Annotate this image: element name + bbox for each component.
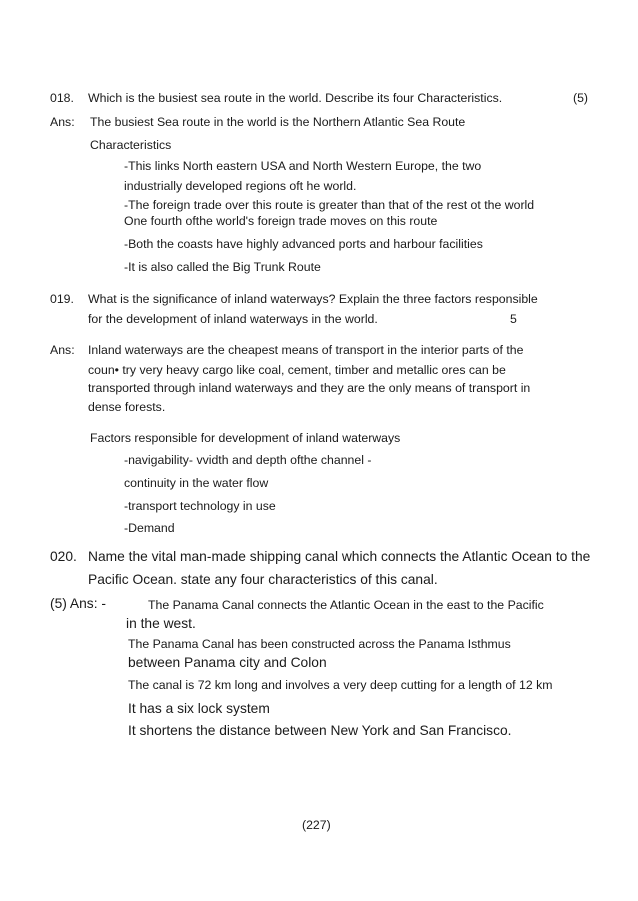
q20-point: It shortens the distance between New York and San Francisco. [128,723,512,738]
q20-point: It has a six lock system [128,701,270,716]
q18-point: -Both the coasts have highly advanced ports and harbour facilities [124,237,483,251]
q19-ans-label: Ans: [50,343,75,357]
q19-factor: -navigability- vvidth and depth ofthe channel - [124,453,372,467]
q20-answer-intro-cont: in the west. [126,616,196,631]
q20-point: The canal is 72 km long and involves a very deep cutting for a length of 12 km [128,678,553,692]
q18-point: One fourth ofthe world's foreign trade moves on this route [124,214,438,228]
q19-factor: continuity in the water flow [124,476,269,490]
q19-answer-line: coun• try very heavy cargo like coal, cement, timber and metallic ores can be [88,363,506,377]
q18-point: -It is also called the Big Trunk Route [124,260,321,274]
q20-point: between Panama city and Colon [128,655,327,670]
q19-answer-line: transported through inland waterways and they are the only means of transport in [88,381,531,395]
q19-answer-line: Inland waterways are the cheapest means of transport in the interior parts of the [88,343,524,357]
q20-question: Name the vital man-made shipping canal which connects the Atlantic Ocean to the [88,549,591,564]
q18-answer-intro: The busiest Sea route in the world is the Northern Atlantic Sea Route [90,115,466,129]
q20-answer-intro: The Panama Canal connects the Atlantic Ocean in the east to the Pacific [148,598,544,612]
q18-point: industrially developed regions oft he world. [124,179,357,193]
q19-question: What is the significance of inland waterways? Explain the three factors responsible [88,292,538,306]
q20-marks-ans-label: (5) Ans: - [50,596,106,611]
q19-answer-line: dense forests. [88,400,166,414]
q20-question-cont: Pacific Ocean. state any four characteristics of this canal. [88,572,438,587]
q19-factors-heading: Factors responsible for development of inland waterways [90,431,401,445]
q18-answer-intro-cont: Characteristics [90,138,172,152]
q18-point: -The foreign trade over this route is greater than that of the rest ot the world [124,198,535,212]
q19-factor: -Demand [124,521,175,535]
q18-point: -This links North eastern USA and North Western Europe, the two [124,159,482,173]
q19-number: 019. [50,292,74,306]
q18-number: 018. [50,91,74,105]
q19-factor: -transport technology in use [124,499,276,513]
q20-point: The Panama Canal has been constructed across the Panama Isthmus [128,637,511,651]
q19-marks: 5 [510,312,517,326]
q19-question-cont: for the development of inland waterways in the world. [88,312,378,326]
q18-question: Which is the busiest sea route in the world. Describe its four Characteristics. [88,91,503,105]
page-number: (227) [302,818,331,832]
q20-number: 020. [50,549,77,564]
q18-marks: (5) [573,91,589,105]
q18-ans-label: Ans: [50,115,75,129]
